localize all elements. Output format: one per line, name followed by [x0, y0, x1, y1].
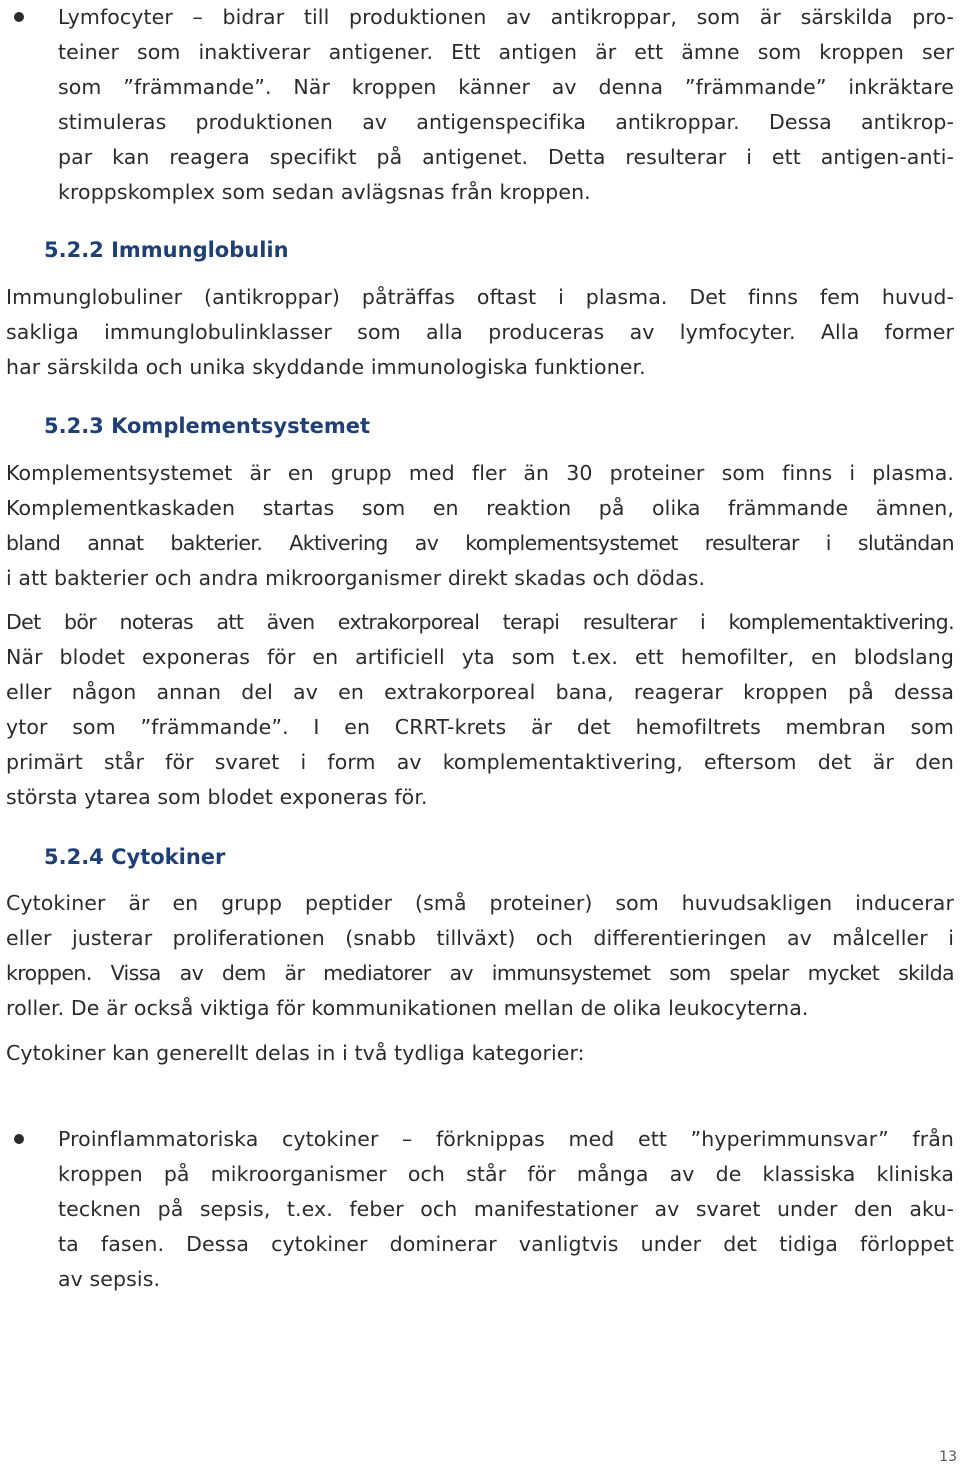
text-line: kroppskomplex som sedan avlägsnas från kroppen. [58, 180, 591, 204]
section-heading-komplementsystemet: 5.2.3 Komplementsystemet [44, 414, 371, 438]
text-line: Det bör noteras att även extrakorporeal terapi resulterar i komplementaktivering. [6, 610, 954, 634]
text-line: kroppen. Vissa av dem är mediatorer av immunsystemet som spelar mycket skilda [6, 961, 954, 985]
text-line: par kan reagera specifikt på antigenet. Detta resulterar i ett antigen-anti- [58, 145, 954, 169]
text-line: Komplementsystemet är en grupp med fler än 30 proteiner som finns i plasma. [6, 461, 954, 485]
text-line: Proinflammatoriska cytokiner – förknippas med ett ”hyperimmunsvar” från [58, 1127, 954, 1151]
text-line: av sepsis. [58, 1267, 161, 1291]
text-line: Lymfocyter – bidrar till produktionen av antikroppar, som är särskilda pro- [58, 5, 954, 29]
text-line: bland annat bakterier. Aktivering av komplementsystemet resulterar i slutändan [6, 531, 954, 555]
text-line: stimuleras produktionen av antigenspecifika antikroppar. Dessa antikrop- [58, 110, 954, 134]
text-line: som ”främmande”. När kroppen känner av denna ”främmande” inkräktare [58, 75, 954, 99]
text-line: Komplementkaskaden startas som en reaktion på olika främmande ämnen, [6, 496, 954, 520]
text-line: största ytarea som blodet exponeras för. [6, 785, 428, 809]
text-line: När blodet exponeras för en artificiell yta som t.ex. ett hemofilter, en blodslang [6, 645, 954, 669]
page-number: 13 [939, 1449, 957, 1465]
text-line: eller någon annan del av en extrakorporeal bana, reagerar kroppen på dessa [6, 680, 954, 704]
text-line: roller. De är också viktiga för kommunikationen mellan de olika leukocyterna. [6, 996, 809, 1020]
text-line: ytor som ”främmande”. I en CRRT-krets är det hemofiltrets membran som [6, 715, 954, 739]
text-line: teiner som inaktiverar antigener. Ett antigen är ett ämne som kroppen ser [58, 40, 954, 64]
text-line: kroppen på mikroorganismer och står för många av de klassiska kliniska [58, 1162, 954, 1186]
bullet-dot-icon [14, 1134, 24, 1144]
section-heading-cytokiner: 5.2.4 Cytokiner [44, 845, 226, 869]
text-line: Cytokiner är en grupp peptider (små proteiner) som huvudsakligen inducerar [6, 891, 954, 915]
section-heading-immunglobulin: 5.2.2 Immunglobulin [44, 238, 289, 262]
text-line: Immunglobuliner (antikroppar) påträffas oftast i plasma. Det finns fem huvud- [6, 285, 954, 309]
text-line: primärt står för svaret i form av komplementaktivering, eftersom det är den [6, 750, 954, 774]
text-line: Cytokiner kan generellt delas in i två tydliga kategorier: [6, 1041, 585, 1065]
text-line: sakliga immunglobulinklasser som alla produceras av lymfocyter. Alla former [6, 320, 954, 344]
text-line: eller justerar proliferationen (snabb tillväxt) och differentieringen av målceller i [6, 926, 954, 950]
text-line: har särskilda och unika skyddande immunologiska funktioner. [6, 355, 646, 379]
text-line: i att bakterier och andra mikroorganismer direkt skadas och dödas. [6, 566, 706, 590]
bullet-dot-icon [14, 12, 24, 22]
text-line: tecknen på sepsis, t.ex. feber och manifestationer av svaret under den aku- [58, 1197, 954, 1221]
text-line: ta fasen. Dessa cytokiner dominerar vanligtvis under det tidiga förloppet [58, 1232, 954, 1256]
